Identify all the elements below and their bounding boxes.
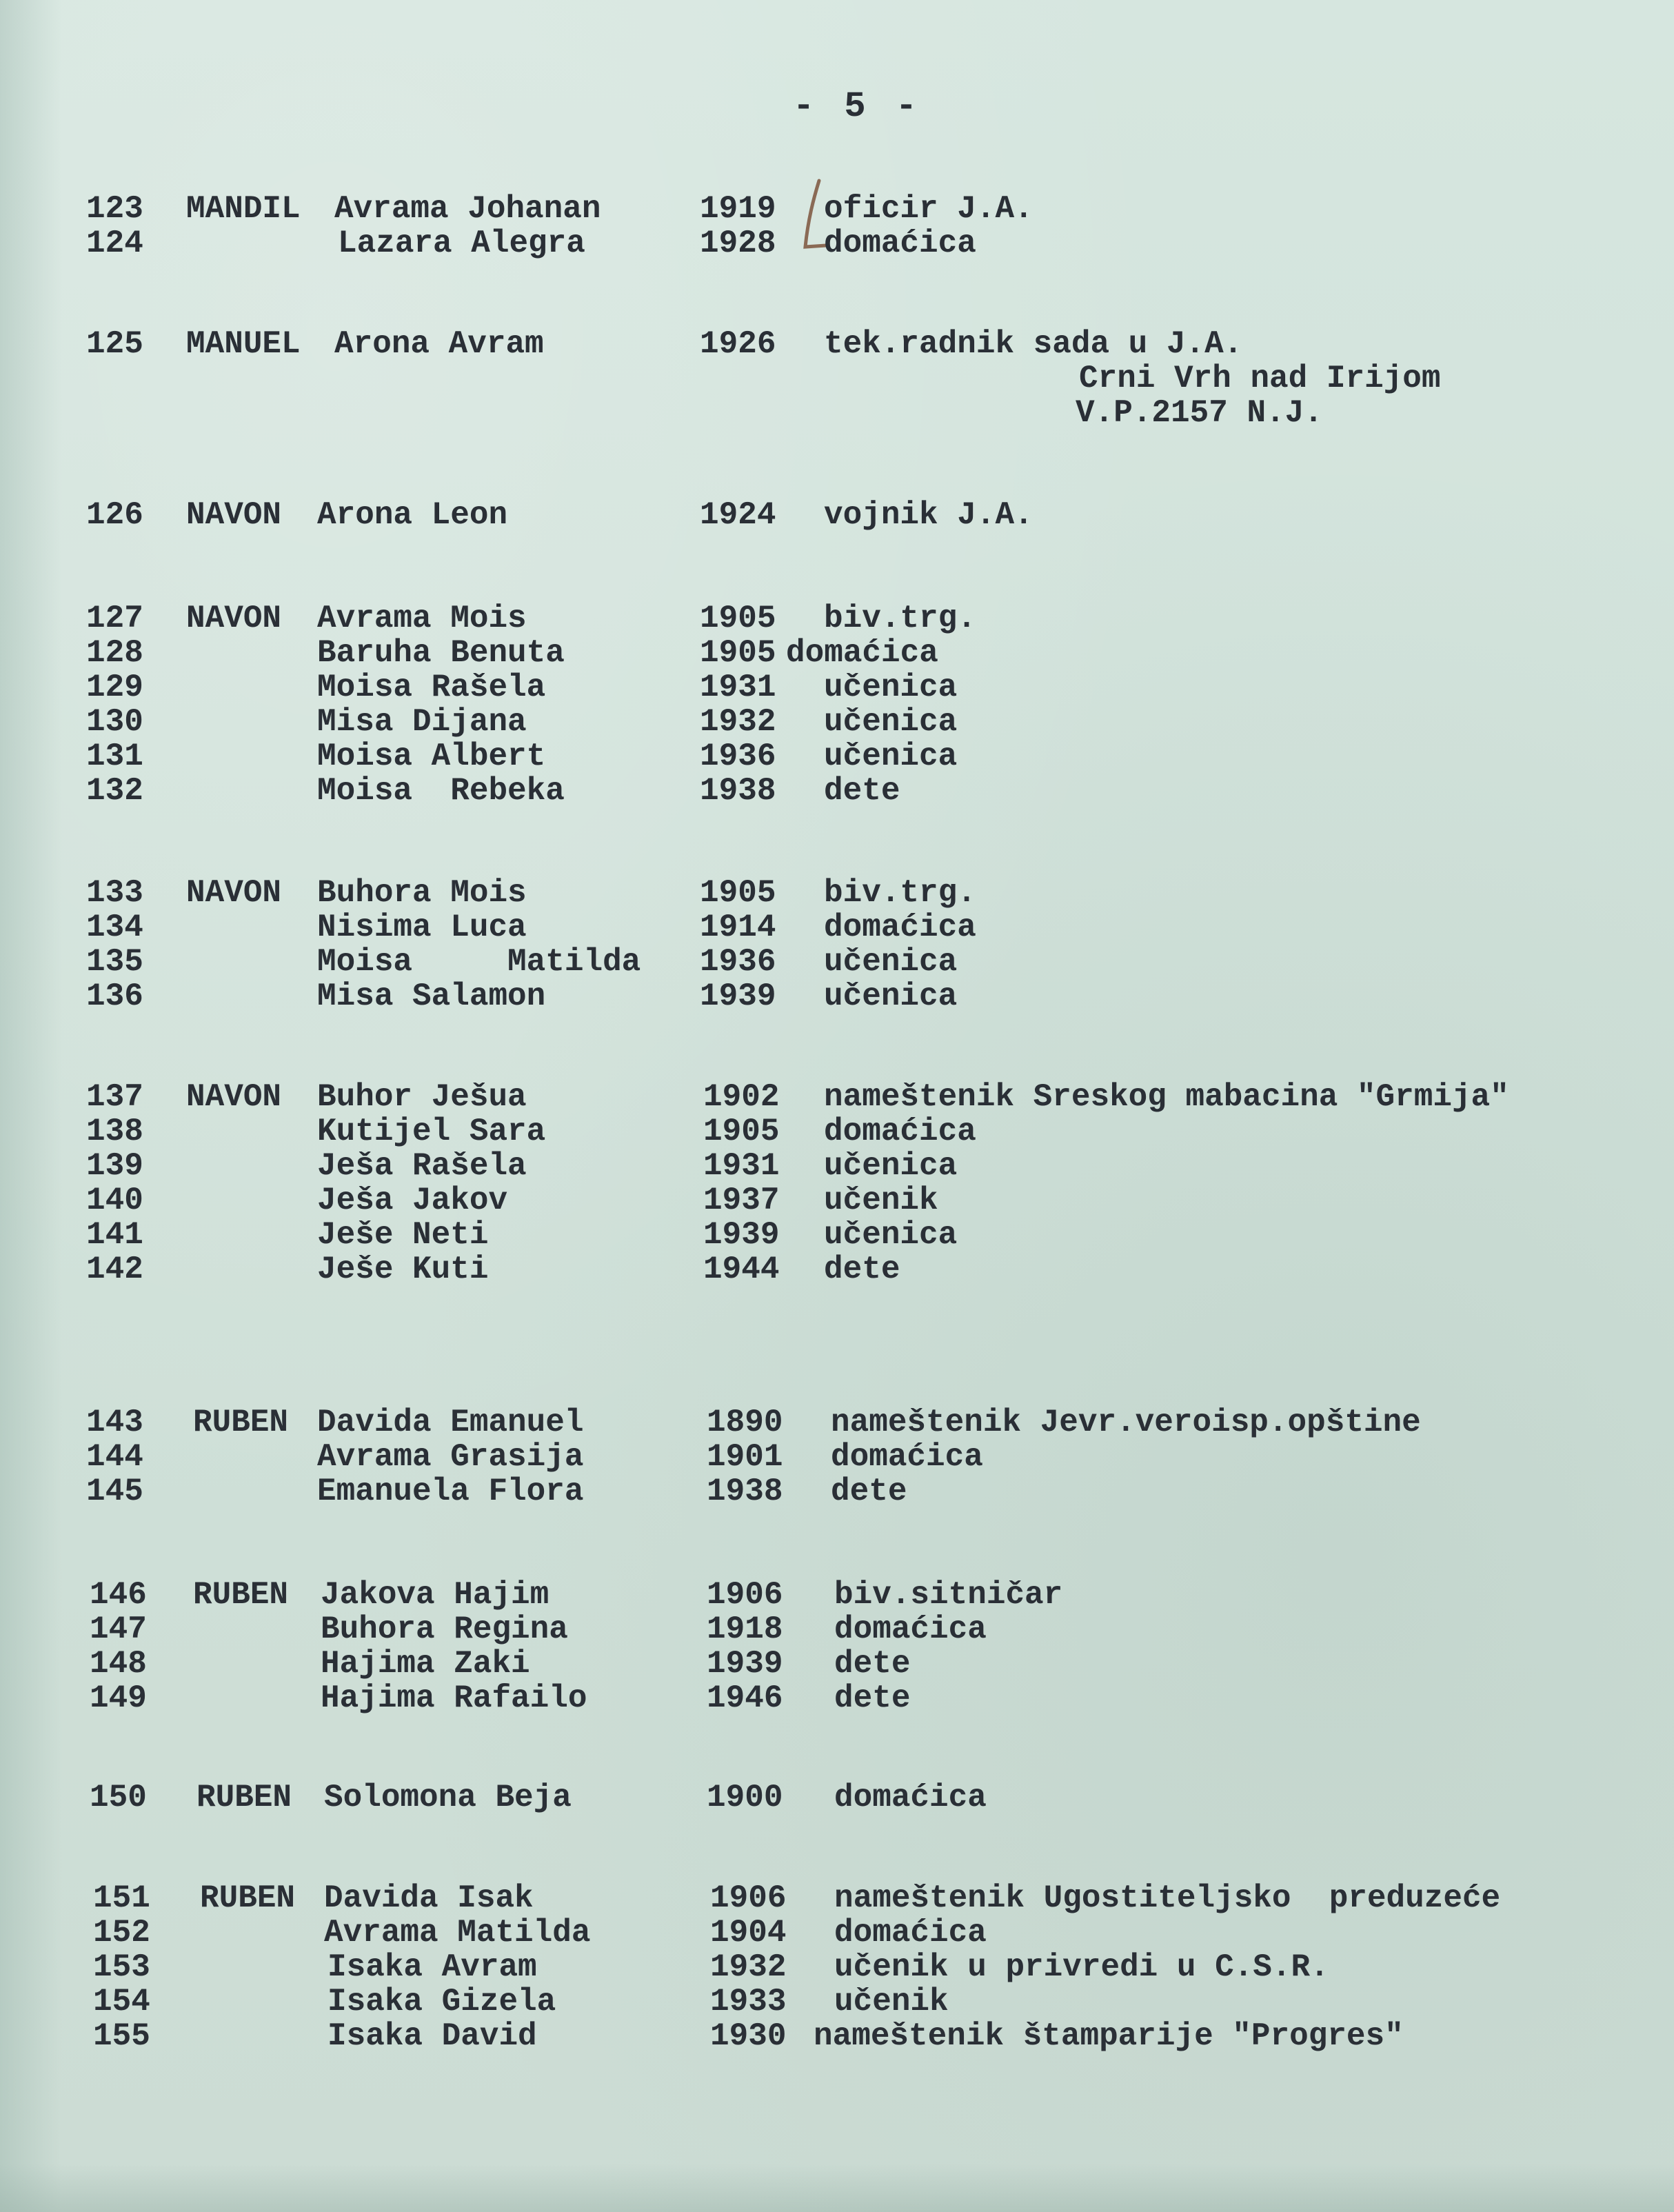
birth-year: 1928	[700, 225, 776, 261]
entry-number: 135	[86, 944, 143, 980]
entry-number: 148	[90, 1646, 147, 1682]
occupation: dete	[824, 1251, 900, 1287]
occupation: domaćica	[824, 1114, 976, 1149]
person-name: Lazara Alegra	[338, 225, 585, 261]
table-row	[0, 979, 1674, 1014]
family-surname: NAVON	[186, 875, 282, 911]
occupation: domaćica	[834, 1780, 987, 1816]
person-name: Buhor Ješua	[317, 1079, 527, 1115]
table-row	[0, 1405, 1674, 1440]
birth-year: 1919	[700, 191, 776, 227]
table-row	[0, 1681, 1674, 1716]
entry-number: 138	[86, 1114, 143, 1149]
birth-year: 1932	[710, 1949, 787, 1985]
occupation: dete	[831, 1474, 907, 1509]
entry-number: 131	[86, 738, 143, 774]
birth-year: 1938	[707, 1474, 783, 1509]
table-row	[0, 226, 1674, 261]
occupation: dete	[824, 773, 900, 809]
family-surname: RUBEN	[193, 1405, 289, 1440]
family-surname: RUBEN	[193, 1577, 289, 1613]
occupation: učenica	[824, 704, 958, 740]
table-row	[0, 670, 1674, 705]
birth-year: 1938	[700, 773, 776, 809]
entry-number: 153	[93, 1949, 150, 1985]
occupation: biv.trg.	[824, 601, 976, 636]
entry-number: 150	[90, 1780, 147, 1816]
table-row	[0, 705, 1674, 739]
person-name: Ješe Neti	[317, 1217, 489, 1253]
entry-number: 123	[86, 191, 143, 227]
family-surname: MANUEL	[186, 326, 301, 362]
occupation: biv.sitničar	[834, 1577, 1063, 1613]
birth-year: 1936	[700, 738, 776, 774]
occupation: vojnik J.A.	[824, 497, 1033, 533]
person-name: Solomona Beja	[324, 1780, 572, 1816]
family-surname: NAVON	[186, 497, 282, 533]
entry-number: 155	[93, 2018, 150, 2054]
table-row	[0, 1440, 1674, 1474]
birth-year: 1905	[700, 635, 776, 671]
table-row	[0, 1080, 1674, 1114]
table-row	[0, 601, 1674, 636]
birth-year: 1906	[707, 1577, 783, 1613]
table-row	[0, 1252, 1674, 1287]
entry-number: 143	[86, 1405, 143, 1440]
person-name: Emanuela Flora	[317, 1474, 584, 1509]
person-name: Ješe Kuti	[317, 1251, 489, 1287]
entry-number: 139	[86, 1148, 143, 1184]
occupation: biv.trg.	[824, 875, 976, 911]
entry-number: 142	[86, 1251, 143, 1287]
unit-post-note: V.P.2157 N.J.	[1076, 395, 1323, 431]
occupation: dete	[834, 1646, 911, 1682]
birth-year: 1901	[707, 1439, 783, 1475]
table-row	[0, 1149, 1674, 1183]
person-name: Moisa Albert	[317, 738, 546, 774]
birth-year: 1900	[707, 1780, 783, 1816]
table-row	[0, 192, 1674, 226]
person-name: Baruha Benuta	[317, 635, 565, 671]
entry-number: 129	[86, 670, 143, 705]
occupation: dete	[834, 1680, 911, 1716]
occupation: tek.radnik sada u J.A.	[824, 326, 1243, 362]
entry-number: 133	[86, 875, 143, 911]
entry-number: 130	[86, 704, 143, 740]
person-name: Avrama Mois	[317, 601, 527, 636]
occupation: domaćica	[824, 909, 976, 945]
family-surname: RUBEN	[196, 1780, 292, 1816]
table-row	[0, 2019, 1674, 2053]
table-row	[0, 945, 1674, 979]
birth-year: 1902	[703, 1079, 780, 1115]
birth-year: 1931	[700, 670, 776, 705]
person-name: Jakova Hajim	[321, 1577, 549, 1613]
occupation: učenica	[824, 738, 958, 774]
table-row	[0, 774, 1674, 808]
entry-number: 144	[86, 1439, 143, 1475]
person-name: Isaka David	[327, 2018, 537, 2054]
birth-year: 1939	[707, 1646, 783, 1682]
person-name: Arona Leon	[317, 497, 508, 533]
table-row	[0, 1474, 1674, 1509]
person-name: Ješa Rašela	[317, 1148, 527, 1184]
person-name: Kutijel Sara	[317, 1114, 546, 1149]
occupation: domaćica	[834, 1915, 987, 1951]
occupation: nameštenik Jevr.veroisp.opštine	[831, 1405, 1421, 1440]
scan-bottom-shadow	[0, 2164, 1674, 2212]
birth-year: 1906	[710, 1880, 787, 1916]
birth-year: 1905	[700, 875, 776, 911]
person-name: Hajima Rafailo	[321, 1680, 587, 1716]
table-row	[0, 636, 1674, 670]
table-row	[0, 739, 1674, 774]
table-row	[0, 876, 1674, 910]
entry-number: 134	[86, 909, 143, 945]
birth-year: 1946	[707, 1680, 783, 1716]
occupation: učenik u privredi u C.S.R.	[834, 1949, 1329, 1985]
occupation: učenica	[824, 1217, 958, 1253]
person-name: Buhora Regina	[321, 1611, 568, 1647]
person-name: Avrama Johanan	[334, 191, 601, 227]
entry-number: 147	[90, 1611, 147, 1647]
birth-year: 1939	[703, 1217, 780, 1253]
person-name: Arona Avram	[334, 326, 544, 362]
occupation: nameštenik Sreskog mabacina "Grmija"	[824, 1079, 1509, 1115]
occupation: domaćica	[834, 1611, 987, 1647]
occupation: nameštenik štamparije "Progres"	[814, 2018, 1404, 2054]
family-surname: MANDIL	[186, 191, 301, 227]
table-row	[0, 498, 1674, 532]
entry-number: 140	[86, 1183, 143, 1218]
unit-location-note: Crni Vrh nad Irijom	[1079, 361, 1441, 396]
occupation: učenik	[824, 1183, 938, 1218]
person-name: Avrama Grasija	[317, 1439, 584, 1475]
table-row	[0, 1183, 1674, 1218]
person-name: Isaka Avram	[327, 1949, 537, 1985]
birth-year: 1914	[700, 909, 776, 945]
entry-number: 141	[86, 1217, 143, 1253]
birth-year: 1931	[703, 1148, 780, 1184]
person-name: Isaka Gizela	[327, 1984, 556, 2020]
occupation: učenica	[824, 978, 958, 1014]
table-row	[0, 1780, 1674, 1815]
occupation: oficir J.A.	[824, 191, 1033, 227]
occupation: nameštenik Ugostiteljsko preduzeće	[834, 1880, 1501, 1916]
table-row	[0, 1984, 1674, 2019]
entry-number: 149	[90, 1680, 147, 1716]
table-row	[0, 1578, 1674, 1612]
occupation: domaćica	[831, 1439, 983, 1475]
birth-year: 1936	[700, 944, 776, 980]
birth-year: 1944	[703, 1251, 780, 1287]
entry-number: 136	[86, 978, 143, 1014]
entry-number: 124	[86, 225, 143, 261]
birth-year: 1905	[700, 601, 776, 636]
entry-number: 145	[86, 1474, 143, 1509]
birth-year: 1924	[700, 497, 776, 533]
family-surname: NAVON	[186, 601, 282, 636]
birth-year: 1926	[700, 326, 776, 362]
entry-number: 128	[86, 635, 143, 671]
occupation: domaćica	[824, 225, 976, 261]
table-row	[0, 1612, 1674, 1647]
person-name: Nisima Luca	[317, 909, 527, 945]
table-row	[0, 1647, 1674, 1681]
occupation: učenica	[824, 1148, 958, 1184]
entry-number: 126	[86, 497, 143, 533]
table-row	[0, 1916, 1674, 1950]
person-name: Davida Isak	[324, 1880, 534, 1916]
person-name: Buhora Mois	[317, 875, 527, 911]
person-name: Misa Dijana	[317, 704, 527, 740]
entry-number: 152	[93, 1915, 150, 1951]
birth-year: 1890	[707, 1405, 783, 1440]
occupation: domaćica	[786, 635, 938, 671]
entry-number: 154	[93, 1984, 150, 2020]
table-row	[0, 1114, 1674, 1149]
person-name: Davida Emanuel	[317, 1405, 584, 1440]
table-row	[0, 910, 1674, 945]
entry-number: 137	[86, 1079, 143, 1115]
table-row	[0, 1950, 1674, 1984]
person-name: Hajima Zaki	[321, 1646, 530, 1682]
occupation: učenica	[824, 670, 958, 705]
table-row	[0, 1218, 1674, 1252]
birth-year: 1904	[710, 1915, 787, 1951]
entry-number: 146	[90, 1577, 147, 1613]
table-row	[0, 1881, 1674, 1916]
birth-year: 1939	[700, 978, 776, 1014]
birth-year: 1937	[703, 1183, 780, 1218]
family-surname: RUBEN	[200, 1880, 296, 1916]
person-name: Misa Salamon	[317, 978, 546, 1014]
family-surname: NAVON	[186, 1079, 282, 1115]
birth-year: 1918	[707, 1611, 783, 1647]
person-name: Moisa Matilda	[317, 944, 641, 980]
person-name: Moisa Rebeka	[317, 773, 565, 809]
table-row	[0, 327, 1674, 361]
occupation: učenica	[824, 944, 958, 980]
birth-year: 1930	[710, 2018, 787, 2054]
entry-number: 125	[86, 326, 143, 362]
entry-number: 132	[86, 773, 143, 809]
entry-number: 151	[93, 1880, 150, 1916]
entry-number: 127	[86, 601, 143, 636]
birth-year: 1905	[703, 1114, 780, 1149]
birth-year: 1932	[700, 704, 776, 740]
occupation: učenik	[834, 1984, 949, 2020]
person-name: Moisa Rašela	[317, 670, 546, 705]
page-number: - 5 -	[793, 86, 922, 127]
person-name: Avrama Matilda	[324, 1915, 591, 1951]
birth-year: 1933	[710, 1984, 787, 2020]
person-name: Ješa Jakov	[317, 1183, 508, 1218]
